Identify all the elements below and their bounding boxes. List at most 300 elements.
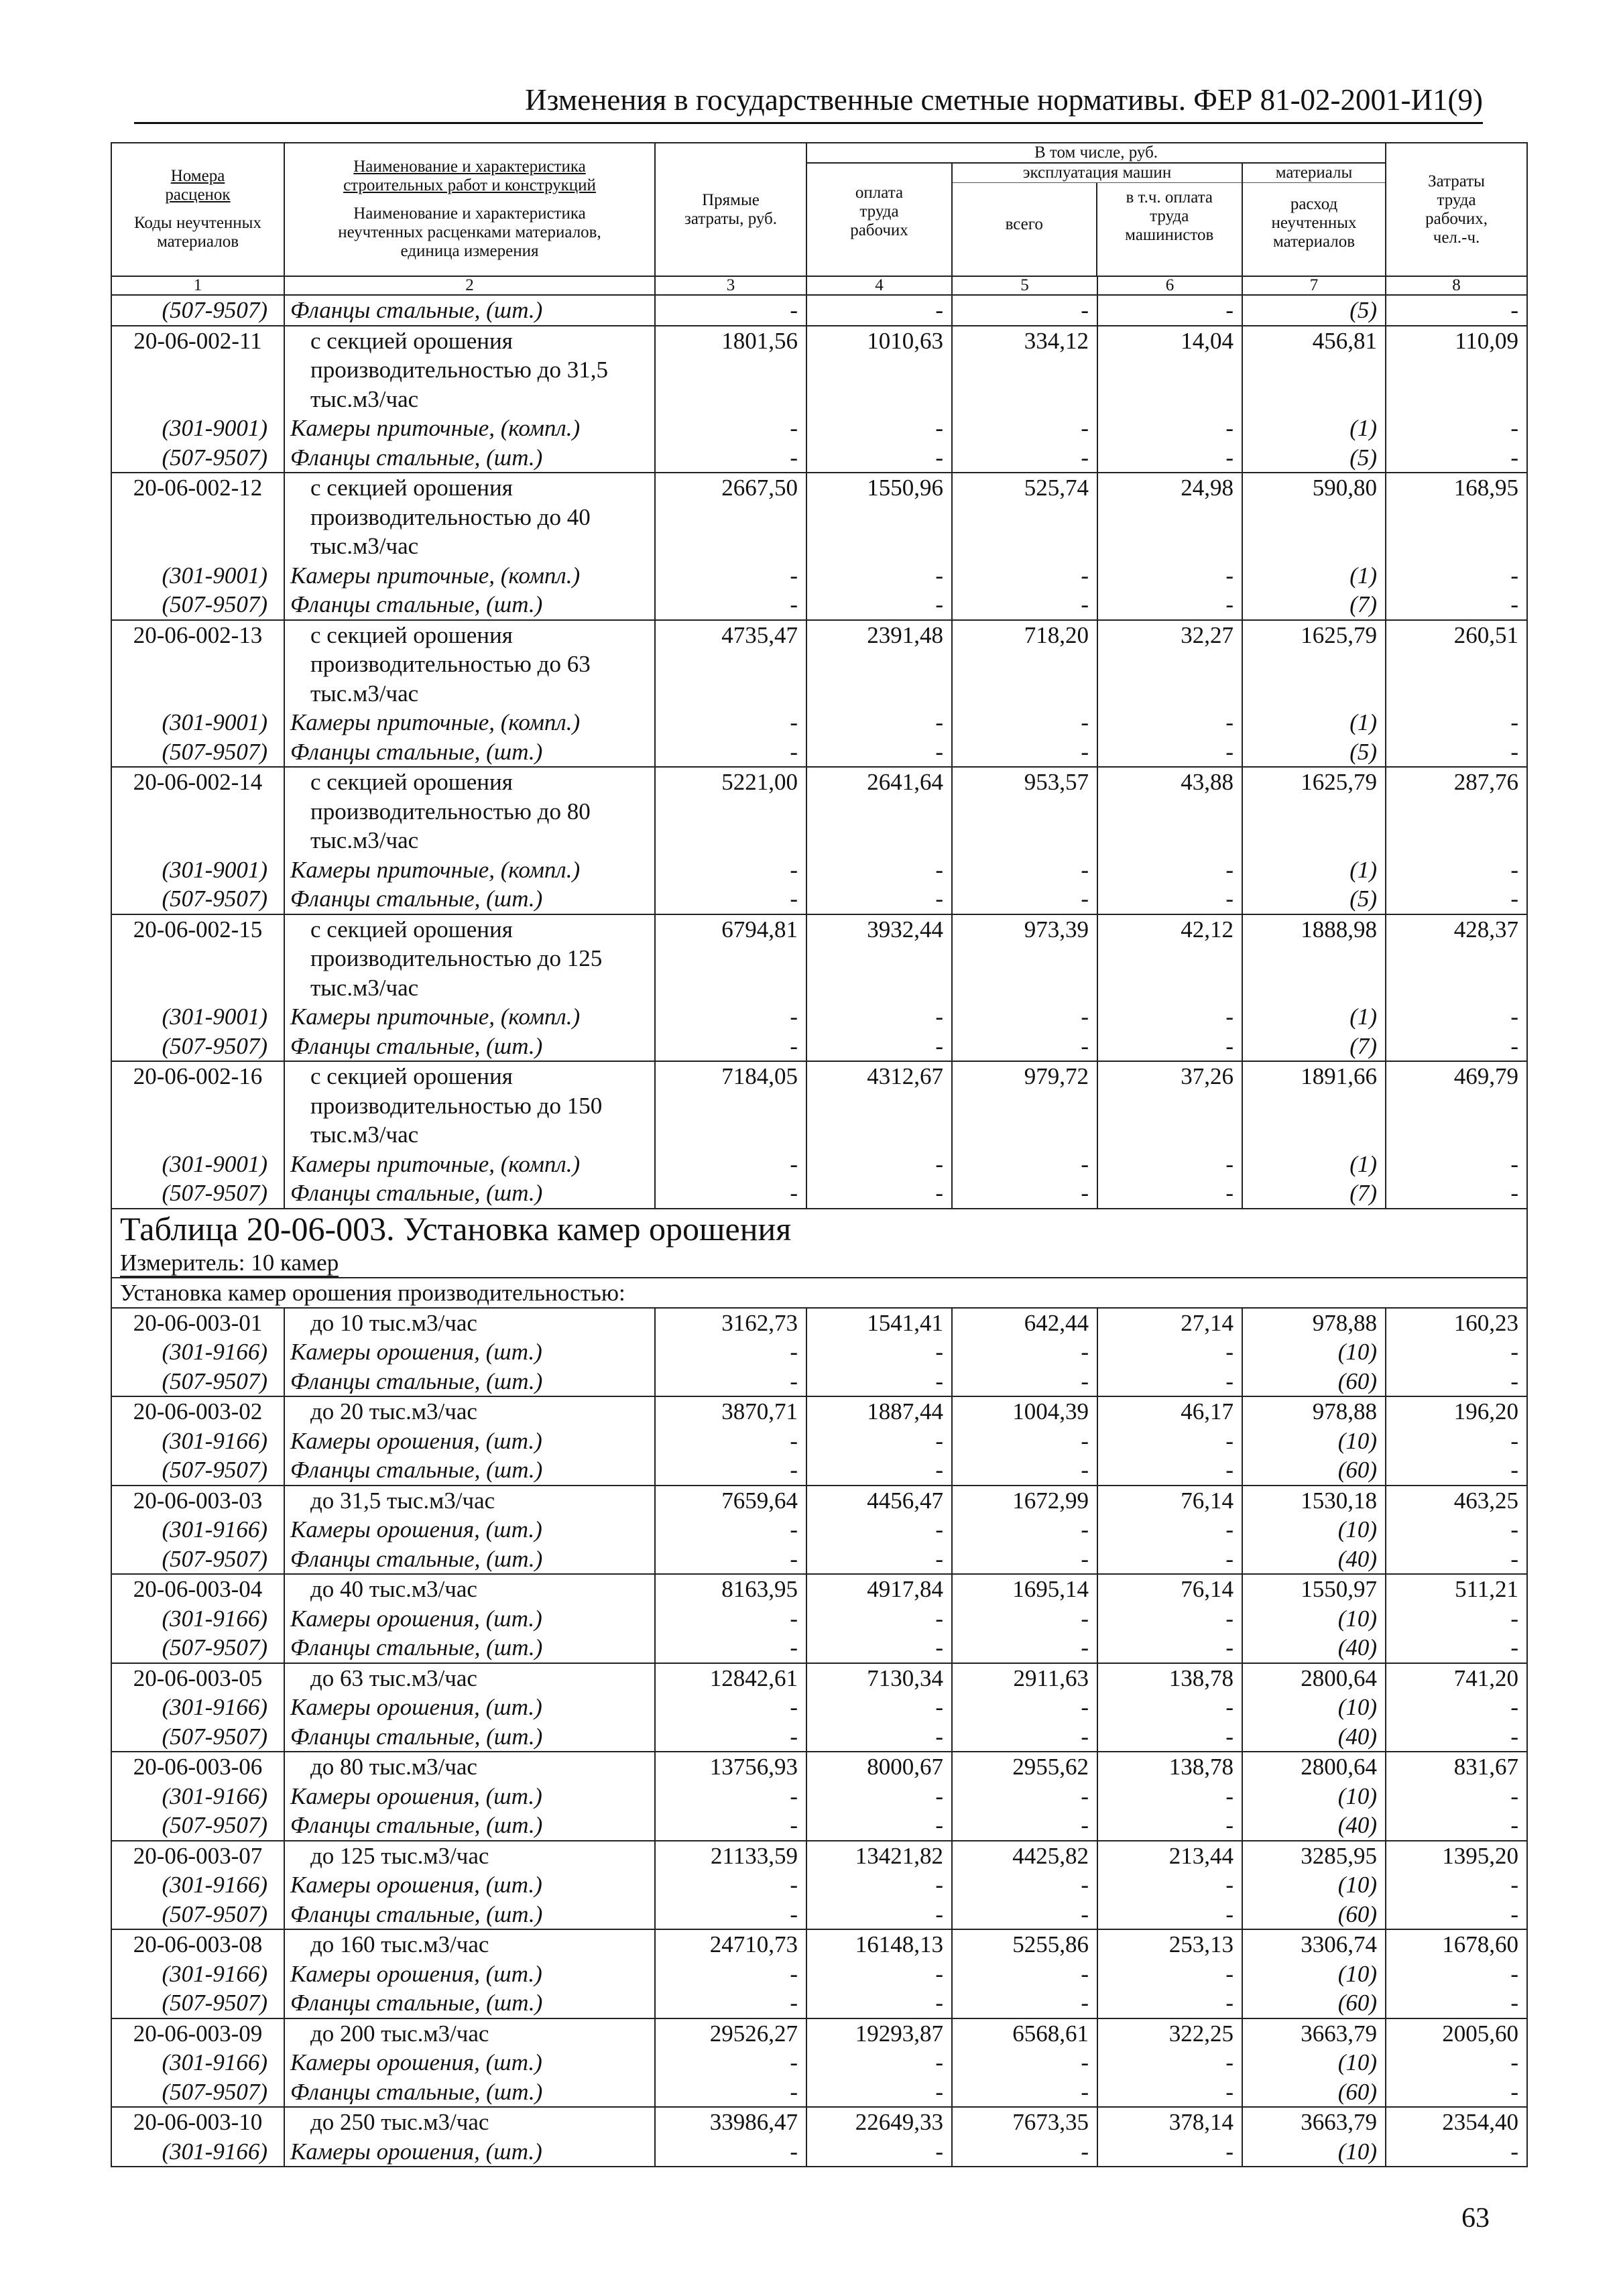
direct-costs: 2667,50 [655,473,806,503]
machinist-pay: 27,14 [1097,1308,1242,1338]
machinist-pay: 138,78 [1097,1752,1242,1782]
labor-pay: 2641,64 [806,767,952,797]
machinist-pay: - [1097,1179,1242,1209]
rate-code: 20-06-002-16 [111,1061,284,1091]
machines-total: 979,72 [952,1061,1097,1091]
direct-costs: 21133,59 [655,1841,806,1871]
materials-value: 978,88 [1242,1308,1386,1338]
material-row [111,1455,1527,1486]
materials-value: (60) [1242,2077,1386,2108]
direct-costs [655,973,806,1003]
machinist-pay: 37,26 [1097,1061,1242,1091]
labor-pay [806,1091,952,1121]
rate-code [111,944,284,973]
rate-code [111,503,284,532]
machinist-pay: 14,04 [1097,326,1242,356]
material-code: (507-9507) [111,443,284,473]
labor-cost [1386,826,1527,855]
material-code: (301-9166) [111,1515,284,1545]
table-meter: Измеритель: 10 камер [120,1249,339,1276]
material-name: Камеры орошения, (шт.) [284,1782,655,1811]
machinist-pay: - [1097,1337,1242,1367]
labor-cost: - [1386,737,1527,768]
work-name: тыс.м3/час [284,973,655,1003]
machines-total: - [952,855,1097,885]
machines-total: - [952,414,1097,443]
labor-cost: - [1386,1959,1527,1989]
material-name: Фланцы стальные, (шт.) [284,1545,655,1575]
labor-cost: - [1386,1900,1527,1930]
machines-total: - [952,1179,1097,1209]
materials-value: 1530,18 [1242,1486,1386,1516]
direct-costs: - [655,1002,806,1032]
labor-pay [806,679,952,709]
labor-cost: 168,95 [1386,473,1527,503]
direct-costs: - [655,1337,806,1367]
machinist-pay [1097,532,1242,561]
labor-pay: - [806,1545,952,1575]
labor-pay: 2391,48 [806,620,952,650]
labor-cost: - [1386,2137,1527,2167]
direct-costs: 6794,81 [655,914,806,945]
direct-costs: - [655,295,806,326]
materials-value: (10) [1242,1693,1386,1722]
materials-value: 1891,66 [1242,1061,1386,1091]
machinist-pay: 322,25 [1097,2018,1242,2049]
machines-total: 525,74 [952,473,1097,503]
materials-value: (60) [1242,1988,1386,2018]
labor-pay: - [806,1988,952,2018]
machines-total: 1004,39 [952,1396,1097,1427]
direct-costs: - [655,1693,806,1722]
machines-total: - [952,1633,1097,1663]
material-code: (301-9166) [111,1427,284,1456]
labor-pay: - [806,590,952,620]
material-code: (301-9001) [111,855,284,885]
materials-value: (1) [1242,855,1386,885]
labor-pay [806,532,952,561]
machines-total: 953,57 [952,767,1097,797]
material-code: (301-9166) [111,1337,284,1367]
labor-pay: 3932,44 [806,914,952,945]
header-including: В том числе, руб. [806,143,1386,163]
machinist-pay: - [1097,1002,1242,1032]
machines-total: - [952,2048,1097,2077]
machinist-pay: - [1097,1427,1242,1456]
direct-costs: - [655,708,806,737]
material-row [111,1427,1527,1456]
direct-costs: - [655,1870,806,1900]
continuation-row [111,797,1527,827]
labor-pay [806,503,952,532]
material-name: Камеры орошения, (шт.) [284,1959,655,1989]
work-name: до 125 тыс.м3/час [284,1841,655,1871]
material-code: (507-9507) [111,1988,284,2018]
material-code: (507-9507) [111,590,284,620]
direct-costs: - [655,1545,806,1575]
materials-value [1242,826,1386,855]
labor-pay: 7130,34 [806,1663,952,1693]
direct-costs: - [655,1032,806,1062]
continuation-row [111,385,1527,414]
labor-cost: - [1386,1988,1527,2018]
materials-value: (10) [1242,1604,1386,1634]
labor-pay: - [806,737,952,768]
continuation-row [111,944,1527,973]
column-number-2: 2 [284,276,655,295]
rate-row [111,2018,1527,2049]
machinist-pay [1097,503,1242,532]
machines-total [952,650,1097,679]
machinist-pay: - [1097,1455,1242,1486]
work-name: производительностью до 80 [284,797,655,827]
machinist-pay: - [1097,443,1242,473]
work-name: производительностью до 31,5 [284,355,655,385]
material-name: Камеры орошения, (шт.) [284,1604,655,1634]
rate-row [111,1308,1527,1338]
material-row [111,2077,1527,2108]
table-meter-row [111,1248,1527,1278]
materials-value [1242,1091,1386,1121]
material-code: (507-9507) [111,1367,284,1397]
material-name: Камеры приточные, (компл.) [284,414,655,443]
machines-total: 2955,62 [952,1752,1097,1782]
material-name: Фланцы стальные, (шт.) [284,295,655,326]
labor-cost [1386,973,1527,1003]
material-row [111,1722,1527,1752]
labor-pay: - [806,1367,952,1397]
work-name: с секцией орошения [284,620,655,650]
labor-cost [1386,532,1527,561]
rate-row [111,1486,1527,1516]
machines-total: 7673,35 [952,2107,1097,2137]
direct-costs: 5221,00 [655,767,806,797]
material-row [111,1604,1527,1634]
machinist-pay [1097,679,1242,709]
labor-pay [806,944,952,973]
materials-value: (10) [1242,1515,1386,1545]
labor-pay: - [806,1782,952,1811]
material-row [111,1002,1527,1032]
direct-costs: - [655,443,806,473]
direct-costs: - [655,590,806,620]
direct-costs: - [655,2077,806,2108]
direct-costs [655,944,806,973]
materials-value: 1625,79 [1242,620,1386,650]
labor-pay [806,973,952,1003]
material-row [111,1782,1527,1811]
machinist-pay: 42,12 [1097,914,1242,945]
rate-code [111,355,284,385]
machinist-pay: - [1097,1811,1242,1841]
labor-pay: 16148,13 [806,1929,952,1959]
work-name: производительностью до 40 [284,503,655,532]
rate-code: 20-06-003-09 [111,2018,284,2049]
work-name: до 31,5 тыс.м3/час [284,1486,655,1516]
materials-value: 2800,64 [1242,1752,1386,1782]
machinist-pay: 213,44 [1097,1841,1242,1871]
labor-pay: - [806,1959,952,1989]
labor-cost: 260,51 [1386,620,1527,650]
column-numbers-row [111,276,1527,295]
header-labor-pay-text: оплата труда рабочих [850,184,908,239]
labor-cost: 160,23 [1386,1308,1527,1338]
material-name: Фланцы стальные, (шт.) [284,2077,655,2108]
labor-cost: 511,21 [1386,1574,1527,1604]
materials-value: (1) [1242,708,1386,737]
machinist-pay: 76,14 [1097,1574,1242,1604]
materials-value: (5) [1242,884,1386,914]
rate-row [111,2107,1527,2137]
machinist-pay: - [1097,1633,1242,1663]
labor-cost: - [1386,1782,1527,1811]
machinist-pay: 76,14 [1097,1486,1242,1516]
labor-cost: - [1386,1002,1527,1032]
labor-cost: - [1386,443,1527,473]
labor-cost: - [1386,1515,1527,1545]
continuation-row [111,503,1527,532]
material-name: Камеры приточные, (компл.) [284,1150,655,1179]
labor-pay [806,650,952,679]
machines-total [952,944,1097,973]
machines-total: 2911,63 [952,1663,1097,1693]
machines-total: - [952,561,1097,591]
direct-costs: - [655,414,806,443]
machinist-pay: - [1097,561,1242,591]
materials-value [1242,532,1386,561]
header-names-top: Наименование и характеристика строительных работ и конструкций [343,157,596,194]
machinist-pay: - [1097,1722,1242,1752]
labor-cost: 1395,20 [1386,1841,1527,1871]
continuation-row [111,1091,1527,1121]
direct-costs [655,385,806,414]
labor-cost: 110,09 [1386,326,1527,356]
direct-costs [655,355,806,385]
labor-pay: - [806,295,952,326]
labor-pay: - [806,1002,952,1032]
continuation-row [111,532,1527,561]
rate-row [111,1061,1527,1091]
direct-costs: - [655,737,806,768]
labor-pay [806,385,952,414]
labor-cost: 428,37 [1386,914,1527,945]
labor-cost [1386,1091,1527,1121]
machines-total: - [952,1455,1097,1486]
labor-pay: - [806,414,952,443]
work-name: тыс.м3/час [284,1120,655,1150]
table-section-title: Таблица 20-06-003. Установка камер орошения [111,1209,1527,1248]
header-codes-bottom: Коды неучтенных материалов [134,213,261,251]
material-row [111,1633,1527,1663]
material-row [111,1545,1527,1575]
machinist-pay: - [1097,737,1242,768]
direct-costs [655,797,806,827]
labor-pay: - [806,1604,952,1634]
labor-pay: - [806,1150,952,1179]
materials-value: (60) [1242,1367,1386,1397]
continuation-row [111,973,1527,1003]
material-name: Фланцы стальные, (шт.) [284,737,655,768]
material-code: (301-9001) [111,708,284,737]
header-machinist-pay: в т.ч. оплата труда машинистов [1125,188,1214,244]
material-name: Камеры орошения, (шт.) [284,2048,655,2077]
machines-total: - [952,2077,1097,2108]
work-name: тыс.м3/час [284,532,655,561]
machinist-pay: - [1097,1959,1242,1989]
material-code: (301-9001) [111,1002,284,1032]
labor-cost [1386,944,1527,973]
material-code: (301-9166) [111,1693,284,1722]
direct-costs: - [655,561,806,591]
materials-value: (1) [1242,414,1386,443]
material-name: Фланцы стальные, (шт.) [284,1179,655,1209]
materials-value: (10) [1242,1427,1386,1456]
machinist-pay: - [1097,1367,1242,1397]
machinist-pay: - [1097,590,1242,620]
machinist-pay [1097,355,1242,385]
material-name: Камеры орошения, (шт.) [284,1693,655,1722]
material-row [111,590,1527,620]
materials-value: 3306,74 [1242,1929,1386,1959]
machines-total: 642,44 [952,1308,1097,1338]
header-direct-costs: Прямые затраты, руб. [655,143,806,276]
material-row [111,2048,1527,2077]
material-name: Камеры орошения, (шт.) [284,1337,655,1367]
rate-code: 20-06-003-02 [111,1396,284,1427]
work-name: до 20 тыс.м3/час [284,1396,655,1427]
material-row [111,1988,1527,2018]
table-body [111,295,1527,2167]
material-name: Камеры орошения, (шт.) [284,1870,655,1900]
rate-row [111,326,1527,356]
material-code: (301-9166) [111,1959,284,1989]
direct-costs: - [655,1782,806,1811]
work-name: до 63 тыс.м3/час [284,1663,655,1693]
labor-pay: - [806,1693,952,1722]
labor-cost: 287,76 [1386,767,1527,797]
material-row [111,855,1527,885]
materials-value [1242,944,1386,973]
machines-total: - [952,1959,1097,1989]
materials-value [1242,797,1386,827]
work-name: тыс.м3/час [284,385,655,414]
rate-row [111,1752,1527,1782]
machines-total: - [952,1900,1097,1930]
header-names-bottom: Наименование и характеристика неучтенных расценками материалов, единица измерения [338,204,601,260]
labor-cost [1386,650,1527,679]
machines-total: - [952,1604,1097,1634]
direct-costs: 1801,56 [655,326,806,356]
machinist-pay: - [1097,295,1242,326]
material-code: (507-9507) [111,1032,284,1062]
labor-cost [1386,1120,1527,1150]
rate-code: 20-06-003-03 [111,1486,284,1516]
labor-cost: - [1386,1870,1527,1900]
rate-code: 20-06-003-06 [111,1752,284,1782]
work-name: с секцией орошения [284,914,655,945]
labor-cost: 831,67 [1386,1752,1527,1782]
materials-value: (10) [1242,1959,1386,1989]
work-name: с секцией орошения [284,767,655,797]
machines-total: - [952,1367,1097,1397]
labor-pay: - [806,855,952,885]
machines-total: - [952,1150,1097,1179]
material-name: Камеры приточные, (компл.) [284,561,655,591]
labor-cost: - [1386,884,1527,914]
machines-total: 6568,61 [952,2018,1097,2049]
machinist-pay: - [1097,1988,1242,2018]
machines-total: 4425,82 [952,1841,1097,1871]
labor-pay: 1541,41 [806,1308,952,1338]
rate-code: 20-06-003-04 [111,1574,284,1604]
material-row [111,1515,1527,1545]
direct-costs: - [655,1722,806,1752]
materials-value [1242,650,1386,679]
material-name: Камеры приточные, (компл.) [284,708,655,737]
work-name: до 250 тыс.м3/час [284,2107,655,2137]
work-name: тыс.м3/час [284,679,655,709]
work-name: производительностью до 125 [284,944,655,973]
material-name: Камеры орошения, (шт.) [284,2137,655,2167]
machinist-pay: - [1097,1693,1242,1722]
column-number-8: 8 [1386,276,1527,295]
material-row [111,2137,1527,2167]
machinist-pay: - [1097,1545,1242,1575]
rate-code [111,973,284,1003]
labor-cost: 469,79 [1386,1061,1527,1091]
materials-value: 1888,98 [1242,914,1386,945]
materials-value: 1625,79 [1242,767,1386,797]
labor-pay: - [806,1633,952,1663]
rate-row [111,1841,1527,1871]
labor-cost: - [1386,1604,1527,1634]
rate-code [111,650,284,679]
material-name: Камеры орошения, (шт.) [284,1427,655,1456]
materials-value [1242,385,1386,414]
work-name: производительностью до 150 [284,1091,655,1121]
table-group-label: Установка камер орошения производительностью: [111,1278,1527,1308]
machines-total: - [952,1988,1097,2018]
norms-table [111,142,1528,2167]
direct-costs [655,826,806,855]
direct-costs: 8163,95 [655,1574,806,1604]
rate-code [111,826,284,855]
material-row [111,1870,1527,1900]
machines-total: 1672,99 [952,1486,1097,1516]
material-code: (507-9507) [111,1455,284,1486]
continuation-row [111,650,1527,679]
labor-cost [1386,355,1527,385]
work-name: до 160 тыс.м3/час [284,1929,655,1959]
rate-code: 20-06-003-08 [111,1929,284,1959]
materials-value: (40) [1242,1811,1386,1841]
direct-costs: - [655,1515,806,1545]
labor-cost [1386,503,1527,532]
material-code: (301-9001) [111,414,284,443]
material-row [111,1179,1527,1209]
materials-value [1242,1120,1386,1150]
column-number-4: 4 [806,276,952,295]
material-row [111,1900,1527,1930]
rate-code: 20-06-002-13 [111,620,284,650]
rate-code [111,679,284,709]
page-number: 63 [1461,2203,1490,2234]
work-name: до 200 тыс.м3/час [284,2018,655,2049]
rate-row [111,620,1527,650]
labor-pay: - [806,2048,952,2077]
machinist-pay [1097,973,1242,1003]
machinist-pay [1097,797,1242,827]
